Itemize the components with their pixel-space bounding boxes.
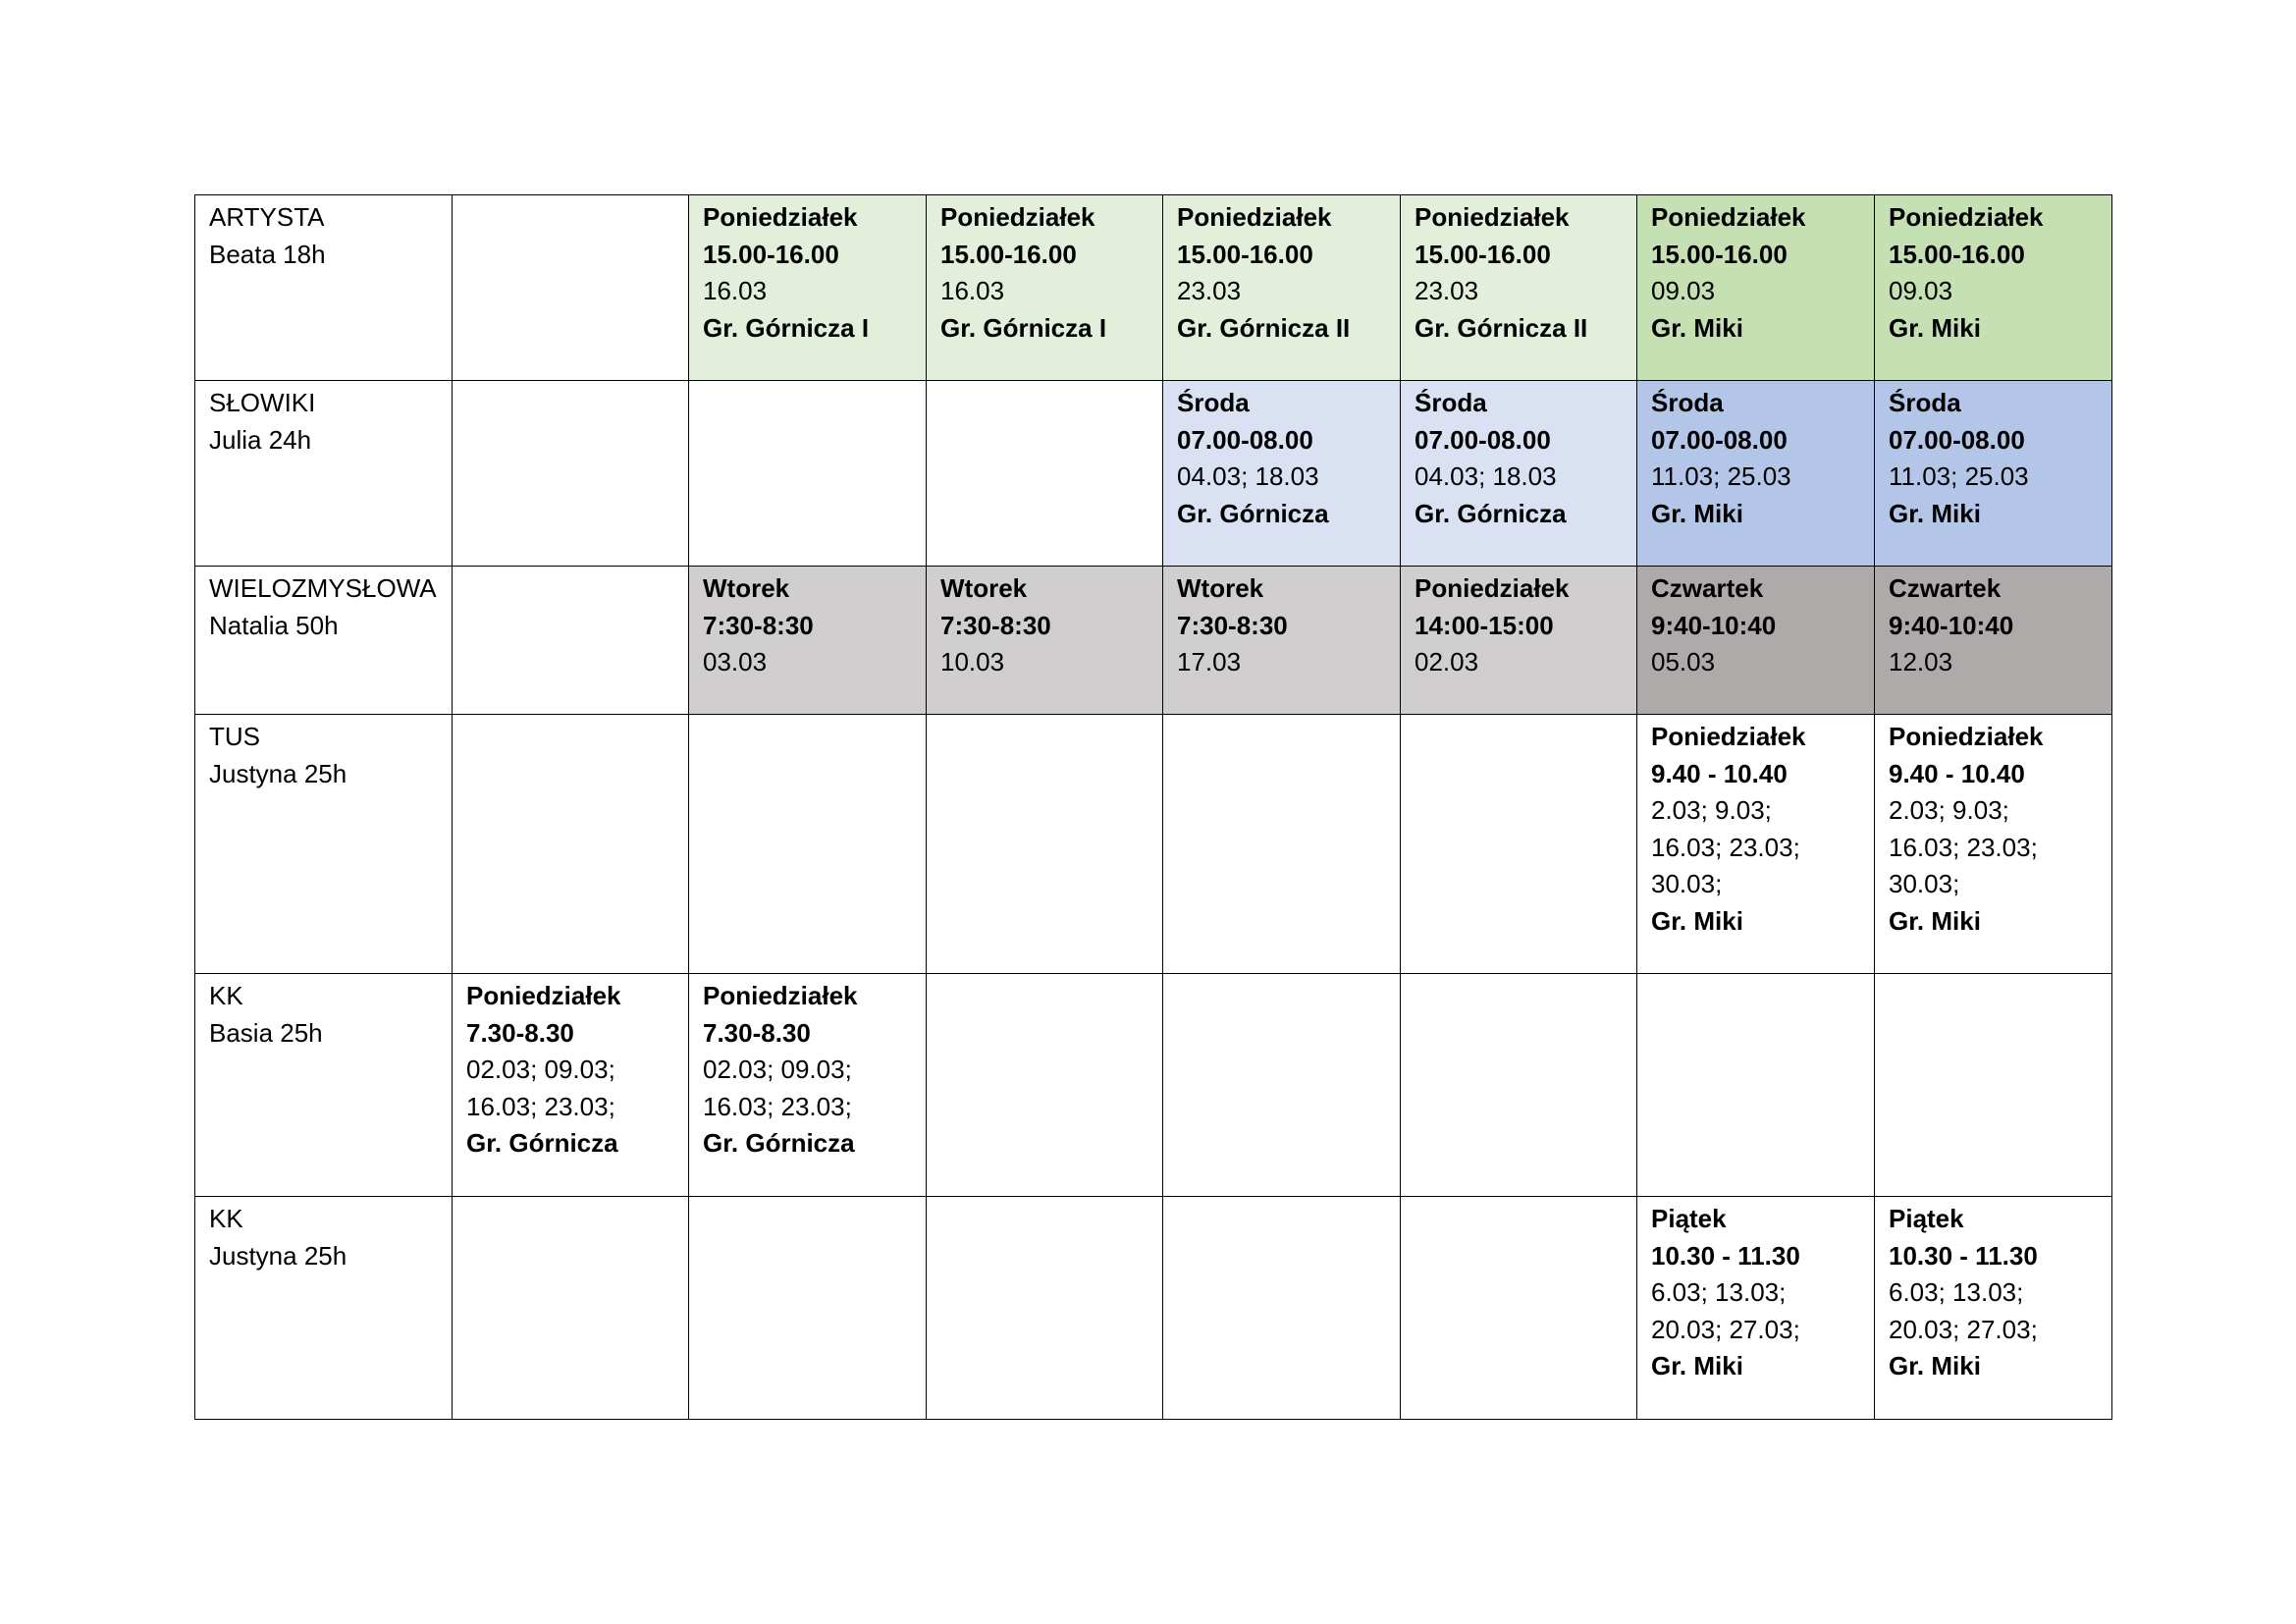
schedule-cell-empty <box>1163 1197 1401 1420</box>
dates-line: 03.03 <box>703 647 768 677</box>
schedule-cell-empty <box>689 381 927 567</box>
table-row <box>195 195 2112 381</box>
day-label: Poniedziałek <box>1415 202 1570 232</box>
dates-line: 2.03; 9.03; <box>1889 795 2009 825</box>
group-label: Gr. Miki <box>1889 905 1981 936</box>
teacher-hours: Justyna 25h <box>209 1240 347 1271</box>
group-label: Gr. Górnicza <box>466 1128 618 1158</box>
dates-line: 6.03; 13.03; <box>1889 1277 2024 1307</box>
schedule-cell-empty <box>689 1197 927 1420</box>
group-label: Gr. Górnicza II <box>1177 312 1351 343</box>
group-label: Gr. Miki <box>1651 1351 1743 1380</box>
table-row <box>195 1197 2112 1420</box>
day-label: Poniedziałek <box>1651 722 1806 751</box>
schedule-cell-empty <box>1637 974 1875 1197</box>
time-range: 7:30-8:30 <box>703 610 814 640</box>
activity-cell <box>195 195 453 381</box>
dates-line: 12.03 <box>1889 647 1953 677</box>
activity-cell <box>195 567 453 715</box>
group-label: Gr. Miki <box>1651 498 1743 528</box>
schedule-cell <box>1401 381 1637 567</box>
schedule-cell-empty <box>1163 974 1401 1197</box>
schedule-cell <box>1163 567 1401 715</box>
day-label: Wtorek <box>940 573 1028 603</box>
day-label: Czwartek <box>1651 573 1764 603</box>
day-label: Poniedziałek <box>466 981 621 1010</box>
dates-line: 30.03; <box>1651 869 1723 898</box>
time-range: 15.00-16.00 <box>1889 239 2025 269</box>
dates-line: 10.03 <box>940 647 1005 677</box>
dates-line: 02.03; 09.03; <box>466 1055 615 1084</box>
group-label: Gr. Górnicza <box>703 1128 855 1158</box>
schedule-cell <box>1637 715 1875 974</box>
schedule-cell-empty <box>1401 974 1637 1197</box>
time-range: 15.00-16.00 <box>940 239 1077 269</box>
time-range: 9.40 - 10.40 <box>1889 758 2025 788</box>
day-label: Wtorek <box>703 573 790 603</box>
schedule-cell <box>1637 567 1875 715</box>
dates-line: 04.03; 18.03 <box>1415 461 1557 491</box>
schedule-cell <box>1401 195 1637 381</box>
day-label: Poniedziałek <box>703 981 858 1010</box>
day-label: Poniedziałek <box>940 202 1095 232</box>
group-label: Gr. Miki <box>1889 312 1981 343</box>
activity-cell <box>195 381 453 567</box>
day-label: Środa <box>1415 388 1487 417</box>
table-row <box>195 567 2112 715</box>
day-label: Poniedziałek <box>1889 722 2044 751</box>
dates-line: 23.03 <box>1177 276 1242 305</box>
teacher-hours: Beata 18h <box>209 239 326 269</box>
time-range: 15.00-16.00 <box>1415 239 1551 269</box>
schedule-cell-empty <box>927 715 1163 974</box>
dates-line: 11.03; 25.03 <box>1651 461 1791 491</box>
schedule-cell <box>1163 381 1401 567</box>
group-label: Gr. Górnicza I <box>940 312 1107 343</box>
dates-line: 04.03; 18.03 <box>1177 461 1319 491</box>
activity-name: KK <box>209 981 243 1010</box>
schedule-cell <box>1875 567 2112 715</box>
time-range: 7:30-8:30 <box>940 610 1051 640</box>
dates-line: 16.03 <box>940 276 1005 305</box>
schedule-cell-empty <box>453 195 689 381</box>
time-range: 07.00-08.00 <box>1177 424 1313 455</box>
dates-line: 30.03; <box>1889 869 1960 898</box>
day-label: Czwartek <box>1889 573 2002 603</box>
teacher-hours: Basia 25h <box>209 1017 323 1048</box>
day-label: Wtorek <box>1177 573 1264 603</box>
dates-line: 17.03 <box>1177 647 1242 677</box>
schedule-cell <box>927 567 1163 715</box>
schedule-cell <box>1163 195 1401 381</box>
group-label: Gr. Górnicza I <box>703 312 870 343</box>
day-label: Środa <box>1177 388 1250 417</box>
activity-cell <box>195 715 453 974</box>
schedule-table <box>194 194 2112 1420</box>
schedule-cell <box>1637 1197 1875 1420</box>
group-label: Gr. Górnicza <box>1177 498 1329 528</box>
schedule-cell-empty <box>1401 1197 1637 1420</box>
time-range: 15.00-16.00 <box>1177 239 1313 269</box>
time-range: 9.40 - 10.40 <box>1651 758 1788 788</box>
schedule-cell-empty <box>453 1197 689 1420</box>
table-row <box>195 974 2112 1197</box>
day-label: Środa <box>1889 388 1961 417</box>
schedule-cell-empty <box>453 715 689 974</box>
time-range: 10.30 - 11.30 <box>1651 1240 1800 1271</box>
time-range: 9:40-10:40 <box>1889 610 2014 640</box>
time-range: 07.00-08.00 <box>1889 424 2025 455</box>
dates-line: 02.03; 09.03; <box>703 1055 852 1084</box>
teacher-hours: Julia 24h <box>209 424 312 455</box>
dates-line: 02.03 <box>1415 647 1479 677</box>
schedule-cell <box>1401 567 1637 715</box>
table-row <box>195 715 2112 974</box>
dates-line: 09.03 <box>1889 276 1953 305</box>
time-range: 07.00-08.00 <box>1415 424 1551 455</box>
schedule-cell <box>927 195 1163 381</box>
dates-line: 16.03; 23.03; <box>703 1091 852 1121</box>
schedule-cell-empty <box>1163 715 1401 974</box>
activity-name: WIELOZMYSŁOWA <box>209 573 437 603</box>
day-label: Poniedziałek <box>1889 202 2044 232</box>
dates-line: 16.03 <box>703 276 768 305</box>
schedule-cell-empty <box>927 974 1163 1197</box>
table-row <box>195 381 2112 567</box>
group-label: Gr. Miki <box>1651 312 1743 343</box>
time-range: 7.30-8.30 <box>466 1017 574 1048</box>
schedule-cell <box>1637 381 1875 567</box>
schedule-cell <box>453 974 689 1197</box>
group-label: Gr. Miki <box>1889 498 1981 528</box>
dates-line: 16.03; 23.03; <box>1889 832 2038 862</box>
schedule-cell <box>1875 195 2112 381</box>
time-range: 7:30-8:30 <box>1177 610 1288 640</box>
dates-line: 16.03; 23.03; <box>466 1091 615 1121</box>
group-label: Gr. Górnicza II <box>1415 312 1588 343</box>
day-label: Poniedziałek <box>1415 573 1570 603</box>
teacher-hours: Justyna 25h <box>209 758 347 788</box>
schedule-cell-empty <box>927 1197 1163 1420</box>
day-label: Piątek <box>1889 1204 1964 1233</box>
teacher-hours: Natalia 50h <box>209 610 339 640</box>
dates-line: 11.03; 25.03 <box>1889 461 2029 491</box>
schedule-cell <box>689 195 927 381</box>
schedule-cell-empty <box>689 715 927 974</box>
day-label: Poniedziałek <box>1177 202 1332 232</box>
activity-cell <box>195 974 453 1197</box>
activity-name: SŁOWIKI <box>209 388 316 417</box>
dates-line: 23.03 <box>1415 276 1479 305</box>
schedule-cell <box>689 974 927 1197</box>
schedule-cell-empty <box>927 381 1163 567</box>
schedule-cell <box>1875 1197 2112 1420</box>
group-label: Gr. Miki <box>1889 1351 1981 1380</box>
day-label: Piątek <box>1651 1204 1727 1233</box>
dates-line: 05.03 <box>1651 647 1716 677</box>
time-range: 14:00-15:00 <box>1415 610 1554 640</box>
schedule-cell <box>1875 381 2112 567</box>
dates-line: 16.03; 23.03; <box>1651 832 1800 862</box>
schedule-cell <box>1875 715 2112 974</box>
schedule-cell <box>1637 195 1875 381</box>
time-range: 15.00-16.00 <box>703 239 839 269</box>
time-range: 9:40-10:40 <box>1651 610 1777 640</box>
day-label: Środa <box>1651 388 1724 417</box>
group-label: Gr. Miki <box>1651 905 1743 936</box>
activity-name: ARTYSTA <box>209 202 325 232</box>
time-range: 7.30-8.30 <box>703 1017 811 1048</box>
schedule-cell-empty <box>1401 715 1637 974</box>
activity-name: KK <box>209 1204 243 1233</box>
group-label: Gr. Górnicza <box>1415 498 1567 528</box>
schedule-cell-empty <box>1875 974 2112 1197</box>
time-range: 15.00-16.00 <box>1651 239 1788 269</box>
dates-line: 09.03 <box>1651 276 1716 305</box>
time-range: 07.00-08.00 <box>1651 424 1788 455</box>
schedule-cell <box>689 567 927 715</box>
day-label: Poniedziałek <box>1651 202 1806 232</box>
time-range: 10.30 - 11.30 <box>1889 1240 2038 1271</box>
activity-cell <box>195 1197 453 1420</box>
dates-line: 2.03; 9.03; <box>1651 795 1772 825</box>
dates-line: 20.03; 27.03; <box>1651 1314 1800 1344</box>
schedule-cell-empty <box>453 381 689 567</box>
schedule-cell-empty <box>453 567 689 715</box>
dates-line: 6.03; 13.03; <box>1651 1277 1787 1307</box>
activity-name: TUS <box>209 722 260 751</box>
dates-line: 20.03; 27.03; <box>1889 1314 2038 1344</box>
day-label: Poniedziałek <box>703 202 858 232</box>
